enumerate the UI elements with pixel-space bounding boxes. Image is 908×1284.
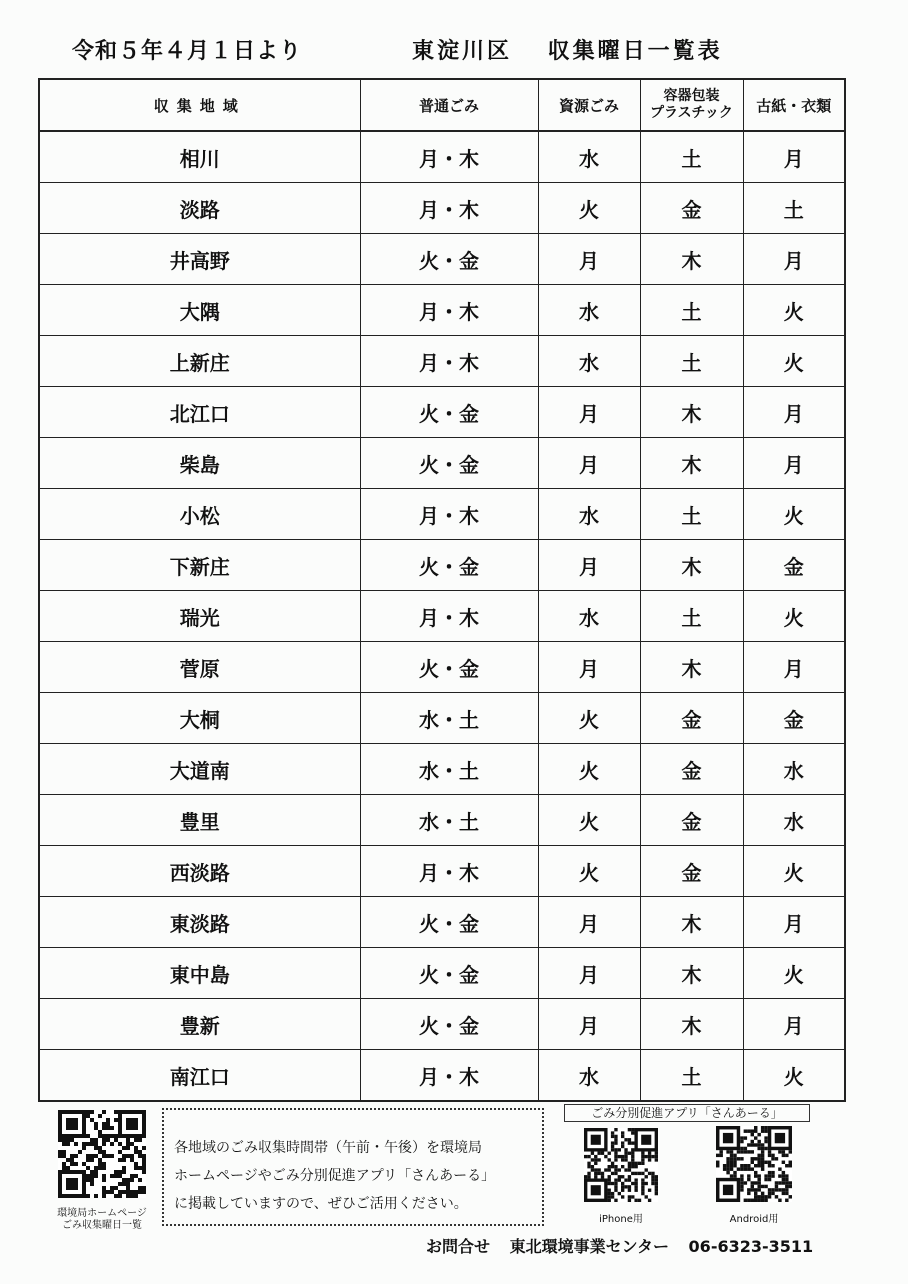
table-row bbox=[39, 1050, 845, 1102]
plastic-containers-cell: 木 bbox=[640, 234, 743, 285]
column-header-plastic-containers bbox=[640, 79, 743, 131]
area-cell: 井高野 bbox=[39, 234, 360, 285]
recyclables-cell: 水 bbox=[538, 285, 640, 336]
iphone-caption: iPhone用 bbox=[599, 1214, 643, 1225]
plastic-containers-cell: 土 bbox=[640, 591, 743, 642]
table-row bbox=[39, 387, 845, 438]
plastic-containers-cell: 木 bbox=[640, 438, 743, 489]
plastic-containers-cell: 土 bbox=[640, 489, 743, 540]
table-row bbox=[39, 131, 845, 183]
table-row bbox=[39, 846, 845, 897]
plastic-containers-cell: 土 bbox=[640, 336, 743, 387]
recyclables-cell: 月 bbox=[538, 387, 640, 438]
paper-clothing-cell: 火 bbox=[743, 336, 845, 387]
collection-schedule-table bbox=[38, 78, 846, 1102]
plastic-containers-cell: 金 bbox=[640, 846, 743, 897]
column-header-area: 収集地域 bbox=[39, 79, 360, 131]
android-caption: Android用 bbox=[729, 1214, 779, 1225]
area-cell: 東中島 bbox=[39, 948, 360, 999]
homepage-qr-code bbox=[58, 1110, 146, 1198]
table-row bbox=[39, 744, 845, 795]
table-header-row bbox=[39, 79, 845, 131]
table-row bbox=[39, 795, 845, 846]
notice-line-3: に掲載していますので、ぜひご活用ください。 bbox=[174, 1196, 468, 1212]
paper-clothing-cell: 水 bbox=[743, 744, 845, 795]
contact-org: 東北環境事業センター bbox=[509, 1237, 669, 1256]
regular-waste-cell: 月・木 bbox=[360, 183, 538, 234]
area-cell: 下新庄 bbox=[39, 540, 360, 591]
app-label: ごみ分別促進アプリ「さんあーる」 bbox=[564, 1104, 810, 1122]
recyclables-cell: 火 bbox=[538, 183, 640, 234]
paper-clothing-cell: 火 bbox=[743, 285, 845, 336]
paper-clothing-cell: 月 bbox=[743, 999, 845, 1050]
homepage-qr-caption-line1: 環境局ホームページ bbox=[57, 1208, 147, 1219]
regular-waste-cell: 月・木 bbox=[360, 846, 538, 897]
recyclables-cell: 月 bbox=[538, 540, 640, 591]
recyclables-cell: 月 bbox=[538, 642, 640, 693]
area-cell: 北江口 bbox=[39, 387, 360, 438]
column-header-plastic-line2: プラスチック bbox=[650, 105, 733, 121]
recyclables-cell: 水 bbox=[538, 336, 640, 387]
paper-clothing-cell: 月 bbox=[743, 234, 845, 285]
homepage-qr-caption bbox=[40, 1208, 164, 1232]
paper-clothing-cell: 金 bbox=[743, 693, 845, 744]
area-cell: 相川 bbox=[39, 131, 360, 183]
table-row bbox=[39, 948, 845, 999]
column-header-plastic-line1: 容器包装 bbox=[663, 88, 720, 104]
regular-waste-cell: 火・金 bbox=[360, 642, 538, 693]
recyclables-cell: 月 bbox=[538, 897, 640, 948]
recyclables-cell: 水 bbox=[538, 131, 640, 183]
area-cell: 東淡路 bbox=[39, 897, 360, 948]
effective-date: 令和５年４月１日より bbox=[72, 39, 303, 64]
table-row bbox=[39, 642, 845, 693]
plastic-containers-cell: 木 bbox=[640, 897, 743, 948]
column-header-recyclables: 資源ごみ bbox=[538, 79, 640, 131]
plastic-containers-cell: 土 bbox=[640, 131, 743, 183]
regular-waste-cell: 火・金 bbox=[360, 234, 538, 285]
android-qr-code bbox=[716, 1126, 792, 1202]
contact-line bbox=[426, 1234, 827, 1257]
table-row bbox=[39, 183, 845, 234]
regular-waste-cell: 月・木 bbox=[360, 1050, 538, 1102]
regular-waste-cell: 月・木 bbox=[360, 489, 538, 540]
area-cell: 西淡路 bbox=[39, 846, 360, 897]
area-cell: 瑞光 bbox=[39, 591, 360, 642]
paper-clothing-cell: 月 bbox=[743, 387, 845, 438]
regular-waste-cell: 火・金 bbox=[360, 387, 538, 438]
area-cell: 淡路 bbox=[39, 183, 360, 234]
column-header-paper-clothing: 古紙・衣類 bbox=[743, 79, 845, 131]
table-row bbox=[39, 285, 845, 336]
recyclables-cell: 火 bbox=[538, 795, 640, 846]
column-header-regular-waste: 普通ごみ bbox=[360, 79, 538, 131]
paper-clothing-cell: 火 bbox=[743, 489, 845, 540]
paper-clothing-cell: 水 bbox=[743, 795, 845, 846]
notice-line-2: ホームページやごみ分別促進アプリ「さんあーる」 bbox=[174, 1168, 496, 1184]
paper-clothing-cell: 月 bbox=[743, 897, 845, 948]
area-cell: 大道南 bbox=[39, 744, 360, 795]
page-header bbox=[0, 34, 908, 70]
paper-clothing-cell: 火 bbox=[743, 591, 845, 642]
recyclables-cell: 火 bbox=[538, 693, 640, 744]
recyclables-cell: 月 bbox=[538, 438, 640, 489]
paper-clothing-cell: 火 bbox=[743, 846, 845, 897]
plastic-containers-cell: 金 bbox=[640, 795, 743, 846]
table-row bbox=[39, 999, 845, 1050]
paper-clothing-cell: 火 bbox=[743, 948, 845, 999]
plastic-containers-cell: 金 bbox=[640, 744, 743, 795]
plastic-containers-cell: 金 bbox=[640, 183, 743, 234]
plastic-containers-cell: 木 bbox=[640, 642, 743, 693]
regular-waste-cell: 火・金 bbox=[360, 948, 538, 999]
notice-box bbox=[162, 1108, 544, 1226]
paper-clothing-cell: 土 bbox=[743, 183, 845, 234]
recyclables-cell: 月 bbox=[538, 999, 640, 1050]
area-cell: 大隅 bbox=[39, 285, 360, 336]
area-cell: 小松 bbox=[39, 489, 360, 540]
recyclables-cell: 水 bbox=[538, 489, 640, 540]
regular-waste-cell: 月・木 bbox=[360, 336, 538, 387]
plastic-containers-cell: 土 bbox=[640, 1050, 743, 1102]
area-cell: 柴島 bbox=[39, 438, 360, 489]
table-row bbox=[39, 234, 845, 285]
homepage-qr-caption-line2: ごみ収集曜日一覧 bbox=[62, 1220, 142, 1231]
recyclables-cell: 火 bbox=[538, 744, 640, 795]
paper-clothing-cell: 金 bbox=[743, 540, 845, 591]
plastic-containers-cell: 金 bbox=[640, 693, 743, 744]
recyclables-cell: 水 bbox=[538, 1050, 640, 1102]
area-cell: 大桐 bbox=[39, 693, 360, 744]
recyclables-cell: 月 bbox=[538, 234, 640, 285]
regular-waste-cell: 月・木 bbox=[360, 131, 538, 183]
notice-line-1: 各地域のごみ収集時間帯（午前・午後）を環境局 bbox=[174, 1140, 482, 1156]
contact-phone: 06-6323-3511 bbox=[688, 1237, 814, 1256]
table-row bbox=[39, 591, 845, 642]
paper-clothing-cell: 火 bbox=[743, 1050, 845, 1102]
regular-waste-cell: 火・金 bbox=[360, 897, 538, 948]
regular-waste-cell: 月・木 bbox=[360, 591, 538, 642]
paper-clothing-cell: 月 bbox=[743, 131, 845, 183]
plastic-containers-cell: 木 bbox=[640, 540, 743, 591]
contact-label: お問合せ bbox=[426, 1237, 491, 1256]
table-row bbox=[39, 489, 845, 540]
area-cell: 上新庄 bbox=[39, 336, 360, 387]
table-row bbox=[39, 693, 845, 744]
plastic-containers-cell: 木 bbox=[640, 948, 743, 999]
page-title: 東淀川区 収集曜日一覧表 bbox=[412, 39, 723, 64]
plastic-containers-cell: 土 bbox=[640, 285, 743, 336]
area-cell: 菅原 bbox=[39, 642, 360, 693]
recyclables-cell: 火 bbox=[538, 846, 640, 897]
table-row bbox=[39, 540, 845, 591]
iphone-qr-code bbox=[584, 1128, 658, 1202]
regular-waste-cell: 火・金 bbox=[360, 999, 538, 1050]
regular-waste-cell: 水・土 bbox=[360, 744, 538, 795]
regular-waste-cell: 火・金 bbox=[360, 438, 538, 489]
regular-waste-cell: 水・土 bbox=[360, 795, 538, 846]
paper-clothing-cell: 月 bbox=[743, 642, 845, 693]
plastic-containers-cell: 木 bbox=[640, 999, 743, 1050]
plastic-containers-cell: 木 bbox=[640, 387, 743, 438]
recyclables-cell: 月 bbox=[538, 948, 640, 999]
area-cell: 南江口 bbox=[39, 1050, 360, 1102]
regular-waste-cell: 月・木 bbox=[360, 285, 538, 336]
area-cell: 豊新 bbox=[39, 999, 360, 1050]
paper-clothing-cell: 月 bbox=[743, 438, 845, 489]
regular-waste-cell: 火・金 bbox=[360, 540, 538, 591]
table-row bbox=[39, 336, 845, 387]
table-row bbox=[39, 438, 845, 489]
regular-waste-cell: 水・土 bbox=[360, 693, 538, 744]
table-row bbox=[39, 897, 845, 948]
recyclables-cell: 水 bbox=[538, 591, 640, 642]
area-cell: 豊里 bbox=[39, 795, 360, 846]
